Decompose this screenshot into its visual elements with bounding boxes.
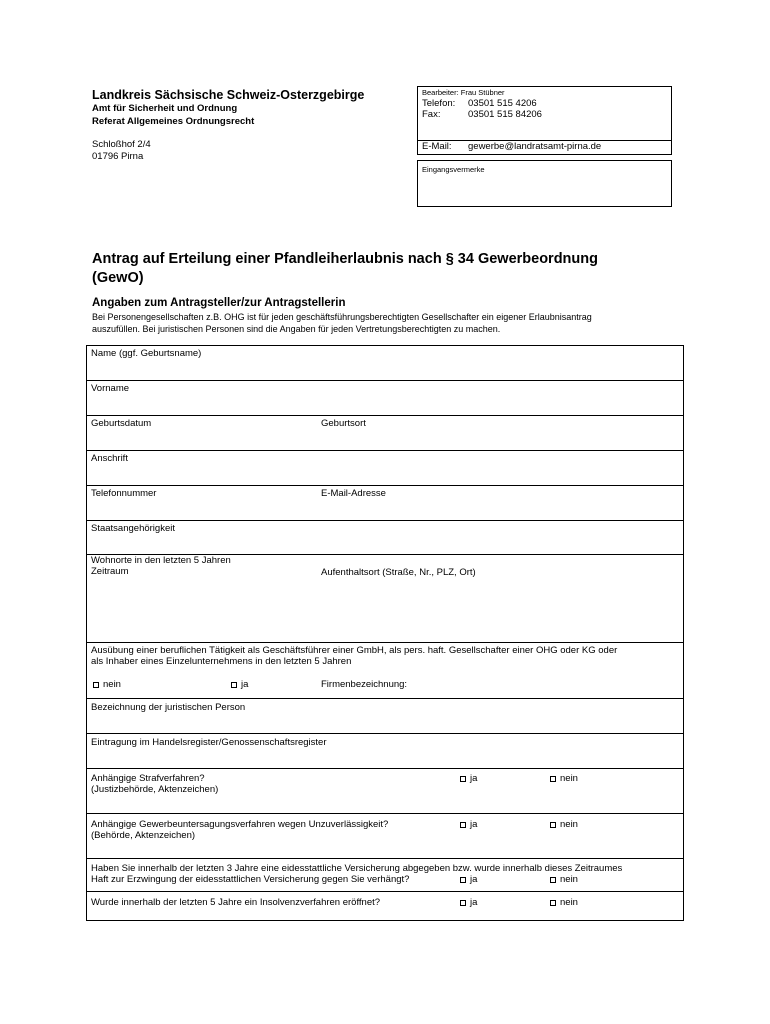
phone-field-label: Telefonnummer xyxy=(91,488,157,499)
occupation-yes-checkbox[interactable] xyxy=(231,679,248,691)
row-legal-entity[interactable] xyxy=(87,699,683,734)
officer-label: Bearbeiter: Frau Stübner xyxy=(422,88,505,97)
row-occupation xyxy=(87,643,683,699)
email-label: E-Mail: xyxy=(422,141,452,152)
row-firstname[interactable] xyxy=(87,381,683,416)
oath-yes-checkbox[interactable] xyxy=(460,874,477,886)
title-line-2: (GewO) xyxy=(92,270,144,286)
criminal-line-2: (Justizbehörde, Aktenzeichen) xyxy=(91,784,219,795)
criminal-yes-checkbox[interactable] xyxy=(460,773,477,785)
row-oath xyxy=(87,859,683,892)
section-note xyxy=(92,311,692,335)
checkbox-icon[interactable] xyxy=(550,900,556,906)
checkbox-label: ja xyxy=(470,819,478,830)
row-birth[interactable] xyxy=(87,416,683,451)
birthdate-label: Geburtsdatum xyxy=(91,418,152,429)
register-label: Eintragung im Handelsregister/Genossenschaftsregister xyxy=(91,737,327,748)
department-line-1: Amt für Sicherheit und Ordnung xyxy=(92,103,238,114)
trade-line-1: Anhängige Gewerbeuntersagungsverfahren wegen Unzuverlässigkeit? xyxy=(91,819,389,830)
email-box xyxy=(417,140,672,155)
email-field-label: E-Mail-Adresse xyxy=(321,488,386,499)
occupation-line-1: Ausübung einer beruflichen Tätigkeit als Geschäftsführer einer GmbH, als pers. haft. Gesellschafter einer OHG oder KG oder xyxy=(91,645,618,656)
section-note-line-2: auszufüllen. Bei juristischen Personen sind die Angaben für jeden Vertretungsberechtigten zu machen. xyxy=(92,324,501,334)
checkbox-label: ja xyxy=(470,897,478,908)
checkbox-label: ja xyxy=(241,679,249,690)
checkbox-icon[interactable] xyxy=(550,776,556,782)
oath-line-2: Haft zur Erzwingung der eidesstattlichen Versicherung gegen Sie verhängt? xyxy=(91,874,410,885)
oath-no-checkbox[interactable] xyxy=(550,874,578,886)
checkbox-label: nein xyxy=(560,773,578,784)
department-line-2: Referat Allgemeines Ordnungsrecht xyxy=(92,116,255,127)
email-address[interactable]: gewerbe@landratsamt-pirna.de xyxy=(468,141,602,152)
fax-label: Fax: xyxy=(422,109,441,120)
company-name-label: Firmenbezeichnung: xyxy=(321,679,408,690)
checkbox-icon[interactable] xyxy=(460,877,466,883)
trade-line-2: (Behörde, Aktenzeichen) xyxy=(91,830,196,841)
checkbox-icon[interactable] xyxy=(93,682,99,688)
checkbox-label: ja xyxy=(470,773,478,784)
row-criminal xyxy=(87,769,683,814)
department-block xyxy=(92,102,254,128)
birthplace-label: Geburtsort xyxy=(321,418,366,429)
address-label: Anschrift xyxy=(91,453,128,464)
phone-number: 03501 515 4206 xyxy=(468,98,537,109)
row-register[interactable] xyxy=(87,734,683,769)
insolvency-yes-checkbox[interactable] xyxy=(460,897,477,909)
row-residences[interactable] xyxy=(87,555,683,643)
title-line-1: Antrag auf Erteilung einer Pfandleiherlaubnis nach § 34 Gewerbeordnung xyxy=(92,251,598,267)
checkbox-label: ja xyxy=(470,874,478,885)
receipt-notes-box xyxy=(417,160,672,207)
checkbox-icon[interactable] xyxy=(231,682,237,688)
insolvency-label: Wurde innerhalb der letzten 5 Jahre ein Insolvenzverfahren eröffnet? xyxy=(91,897,381,908)
section-note-line-1: Bei Personengesellschaften z.B. OHG ist für jeden geschäftsführungsberechtigten Gesellschafter ein eigener Erlaubnisantrag xyxy=(92,312,592,322)
occupation-line-2: als Inhaber eines Einzelunternehmens in den letzten 5 Jahren xyxy=(91,656,352,667)
section-heading: Angaben zum Antragsteller/zur Antragstellerin xyxy=(92,297,346,309)
checkbox-label: nein xyxy=(560,874,578,885)
address-street: Schloßhof 2/4 xyxy=(92,139,151,150)
checkbox-label: nein xyxy=(560,897,578,908)
checkbox-icon[interactable] xyxy=(460,822,466,828)
applicant-form xyxy=(86,345,684,921)
occupation-no-checkbox[interactable] xyxy=(93,679,121,691)
checkbox-icon[interactable] xyxy=(550,877,556,883)
residences-period-label: Zeitraum xyxy=(91,566,129,577)
authority-name: Landkreis Sächsische Schweiz-Osterzgebirge xyxy=(92,88,365,102)
checkbox-label: nein xyxy=(103,679,121,690)
criminal-line-1: Anhängige Strafverfahren? xyxy=(91,773,205,784)
row-address[interactable] xyxy=(87,451,683,486)
residences-label: Wohnorte in den letzten 5 Jahren xyxy=(91,555,231,566)
address-city: 01796 Pirna xyxy=(92,151,144,162)
row-insolvency xyxy=(87,892,683,920)
checkbox-icon[interactable] xyxy=(460,900,466,906)
oath-line-1: Haben Sie innerhalb der letzten 3 Jahre eine eidesstattliche Versicherung abgegeben bzw. wurde innerhalb dieses Zeitraumes xyxy=(91,863,623,874)
criminal-no-checkbox[interactable] xyxy=(550,773,578,785)
trade-yes-checkbox[interactable] xyxy=(460,819,477,831)
name-label: Name (ggf. Geburtsname) xyxy=(91,348,202,359)
checkbox-label: nein xyxy=(560,819,578,830)
fax-number: 03501 515 84206 xyxy=(468,109,542,120)
checkbox-icon[interactable] xyxy=(460,776,466,782)
receipt-label: Eingangsvermerke xyxy=(422,165,485,174)
trade-no-checkbox[interactable] xyxy=(550,819,578,831)
phone-label: Telefon: xyxy=(422,98,456,109)
row-nationality[interactable] xyxy=(87,521,683,555)
checkbox-icon[interactable] xyxy=(550,822,556,828)
address-block xyxy=(92,139,151,163)
residences-place-label: Aufenthaltsort (Straße, Nr., PLZ, Ort) xyxy=(321,567,476,578)
insolvency-no-checkbox[interactable] xyxy=(550,897,578,909)
row-contact[interactable] xyxy=(87,486,683,521)
row-name[interactable] xyxy=(87,346,683,381)
page-title xyxy=(92,250,692,288)
contact-box xyxy=(417,86,672,141)
nationality-label: Staatsangehörigkeit xyxy=(91,523,175,534)
row-trade-prohibition xyxy=(87,814,683,859)
firstname-label: Vorname xyxy=(91,383,130,394)
legal-entity-label: Bezeichnung der juristischen Person xyxy=(91,702,246,713)
